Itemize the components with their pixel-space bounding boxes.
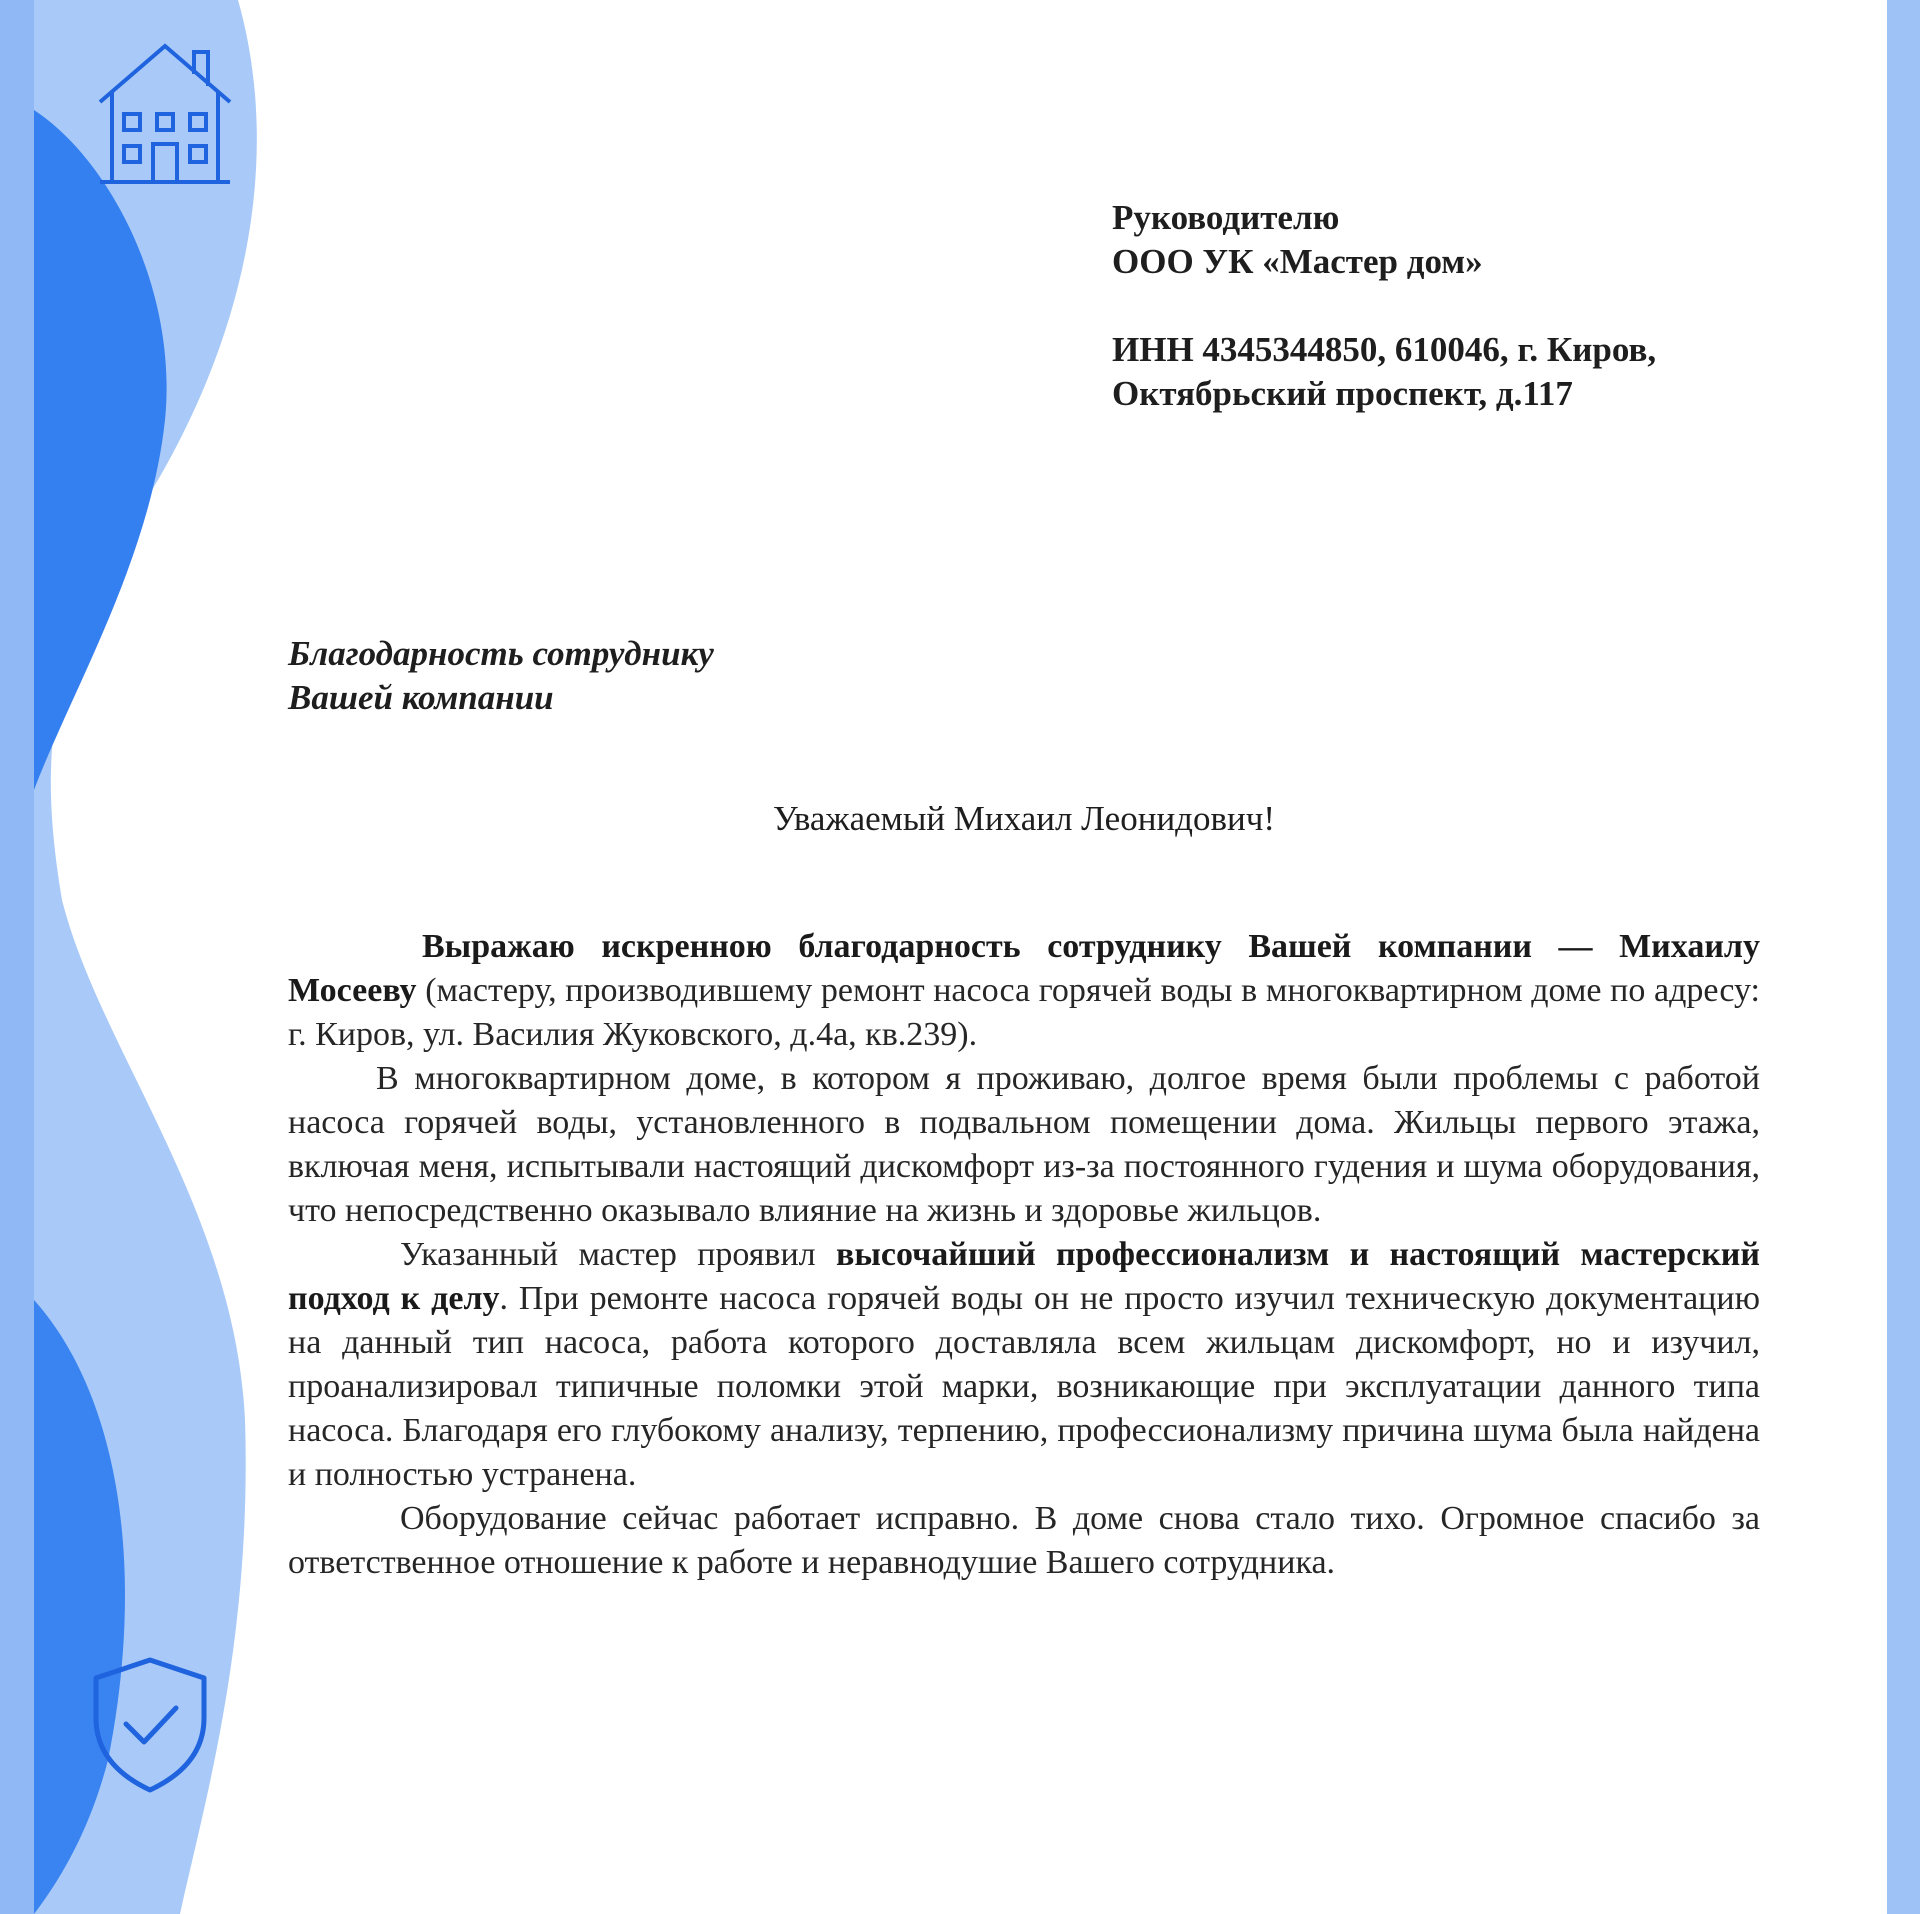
- recipient-title: Руководителю: [1112, 198, 1340, 237]
- subject-line-1: Благодарность сотруднику: [288, 634, 714, 673]
- recipient-company: ООО УК «Мастер дом»: [1112, 242, 1483, 281]
- wave-left-edge: [0, 0, 34, 1914]
- body-paragraph-1: [288, 925, 1760, 1057]
- letter-subject: [288, 632, 714, 720]
- recipient-street: Октябрьский проспект, д.117: [1112, 374, 1573, 413]
- p1-text: (мастеру, производившему ремонт насоса горячей воды в многоквартирном доме по адресу: г. Киров, ул. Василия Жуковского, д.4а, кв.239).: [288, 972, 1760, 1053]
- body-paragraph-2: В многоквартирном доме, в котором я проживаю, долгое время были проблемы с работой насоса горячей воды, установленного в подвальном помещении дома. Жильцы первого этажа, включая меня, испытывали настоящий дискомфорт из-за постоянного гудения и шума оборудования, что непосредственно оказывало влияние на жизнь и здоровье жильцов.: [288, 1060, 1760, 1229]
- letter-greeting: Уважаемый Михаил Леонидович!: [772, 799, 1275, 838]
- letter-body: [288, 925, 1760, 1585]
- recipient-inn-address: ИНН 4345344850, 610046, г. Киров,: [1112, 330, 1657, 369]
- p1-bold-text: Выражаю искренною благодарность сотруднику Вашей компании — Михаилу Мосееву: [288, 928, 1760, 1009]
- recipient-spacer: [1112, 284, 1656, 328]
- p3-bold-text: высочайший профессионализм и настоящий мастерский подход к делу: [288, 1236, 1760, 1317]
- shield-check-icon: [92, 1656, 208, 1794]
- p3-text: . При ремонте насоса горячей воды он не просто изучил техническую документацию на данный тип насоса, работа которого доставляла всем жильцам дискомфорт, но и изучил, проанализировал типичные поломки этой марки, возникающие при эксплуатации данного типа насоса. Благодаря его глубокому анализу, терпению, профессионализму причина шума была найдена и полностью устранена.: [288, 1280, 1760, 1493]
- house-icon: [96, 40, 234, 190]
- body-paragraph-4: Оборудование сейчас работает исправно. В доме снова стало тихо. Огромное спасибо за ответственное отношение к работе и неравнодушие Вашего сотрудника.: [288, 1500, 1760, 1581]
- body-paragraph-3: [288, 1233, 1760, 1497]
- subject-line-2: Вашей компании: [288, 678, 554, 717]
- right-frame-border: [1887, 0, 1920, 1914]
- recipient-block: [1112, 196, 1656, 416]
- p3-lead-text: Указанный мастер проявил: [400, 1236, 836, 1273]
